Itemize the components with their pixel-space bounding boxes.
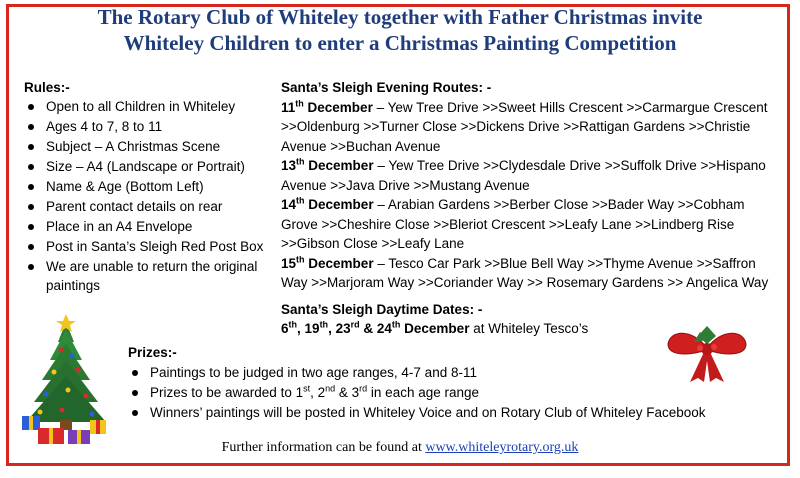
- route-entry: [281, 156, 781, 195]
- route-streets: – Yew Tree Drive >>Clydesdale Drive >>Suffolk Drive >>Hispano Avenue >>Java Drive >>Mustang Avenue: [281, 158, 766, 193]
- website-link[interactable]: www.whiteleyrotary.org.uk: [425, 440, 579, 455]
- footer-info: [0, 440, 800, 456]
- route-streets: – Yew Tree Drive >>Sweet Hills Crescent >>Carmargue Crescent >>Oldenburg >>Turner Close >>Dickens Drive >>Rattigan Gardens >>Christie Avenue >>Buchan Avenue: [281, 99, 768, 154]
- christmas-tree-icon: [16, 312, 116, 446]
- rules-title: Rules:-: [24, 80, 70, 95]
- rules-list: [24, 97, 264, 295]
- list-item: Size – A4 (Landscape or Portrait): [24, 157, 264, 177]
- route-date: 11th December: [281, 98, 373, 115]
- route-date: 15th December: [281, 254, 374, 271]
- list-item: Paintings to be judged in two age ranges, 4-7 and 8-11: [128, 363, 768, 383]
- route-entry: [281, 254, 781, 293]
- list-item: We are unable to return the original paintings: [24, 257, 264, 295]
- list-item: Prizes to be awarded to 1st, 2nd & 3rd in each age range: [128, 383, 768, 403]
- title-line-1: The Rotary Club of Whiteley together with Father Christmas invite: [97, 5, 703, 29]
- title-line-2: Whiteley Children to enter a Christmas Painting Competition: [123, 31, 677, 55]
- list-item: Open to all Children in Whiteley: [24, 97, 264, 117]
- list-item: Subject – A Christmas Scene: [24, 137, 264, 157]
- daytime-location: at Whiteley Tesco’s: [469, 321, 589, 336]
- prizes-title: Prizes:-: [128, 345, 177, 360]
- route-entry: [281, 98, 781, 157]
- footer-text: Further information can be found at: [221, 440, 426, 455]
- daytime-dates-title: Santa’s Sleigh Daytime Dates: -: [281, 302, 483, 317]
- route-streets: – Arabian Gardens >>Berber Close >>Bader Way >>Cobham Grove >>Cheshire Close >>Bleriot Crescent >>Leafy Lane >>Lindberg Rise >>Gibson Close >>Leafy Lane: [281, 197, 745, 251]
- list-item: Winners’ paintings will be posted in Whiteley Voice and on Rotary Club of Whiteley Facebook: [128, 403, 768, 423]
- route-date: 14th December: [281, 195, 374, 212]
- route-streets: – Tesco Car Park >>Blue Bell Way >>Thyme Avenue >>Saffron Way >>Marjoram Way >>Coriander Way >> Rosemary Gardens >> Angelica Way: [281, 255, 769, 290]
- evening-routes-section: [281, 78, 781, 293]
- list-item: Ages 4 to 7, 8 to 11: [24, 117, 264, 137]
- list-item: Place in an A4 Envelope: [24, 217, 264, 237]
- prizes-section: [128, 343, 768, 423]
- list-item: Post in Santa’s Sleigh Red Post Box: [24, 237, 264, 257]
- rules-section: [24, 80, 264, 295]
- prizes-list: [128, 363, 768, 423]
- list-item: Parent contact details on rear: [24, 197, 264, 217]
- route-entry: [281, 195, 781, 254]
- evening-routes-title: Santa’s Sleigh Evening Routes: -: [281, 80, 492, 95]
- list-item: Name & Age (Bottom Left): [24, 177, 264, 197]
- page-title: [0, 4, 800, 56]
- daytime-dates: 6th, 19th, 23rd & 24th December at Whiteley Tesco’s: [281, 319, 589, 336]
- route-date: 13th December: [281, 156, 374, 173]
